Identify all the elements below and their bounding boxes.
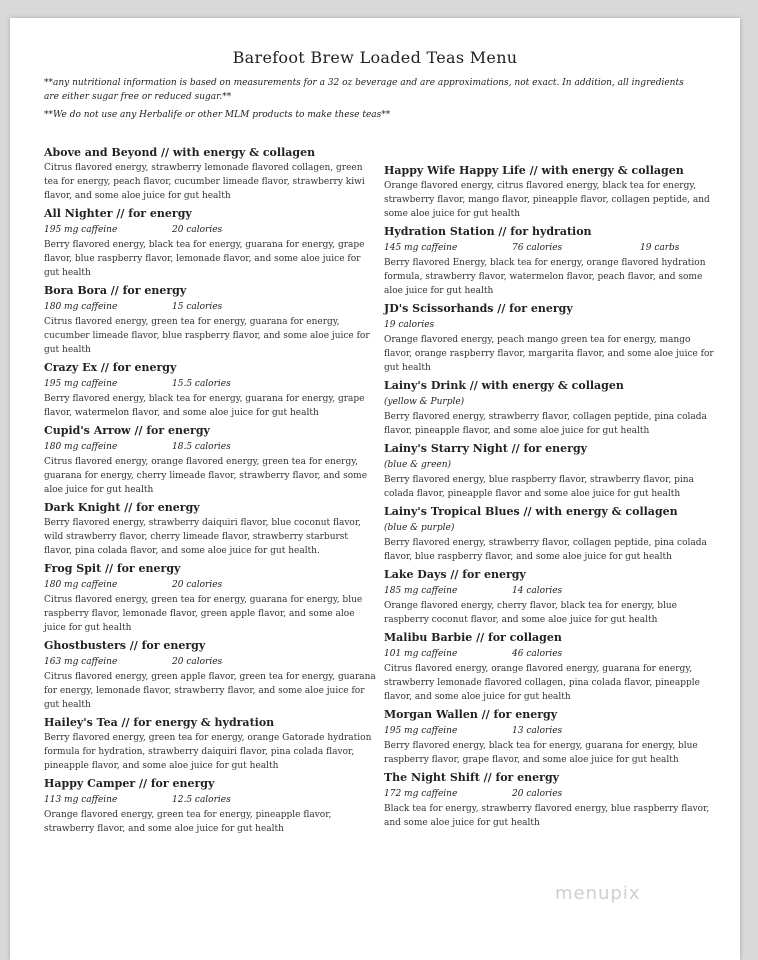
menu-item-description: Citrus flavored energy, orange flavored energy, guarana for energy, strawberry lemonade flavored collagen, pina colada flavor, pineapple flavor, and some aloe juice for gut health	[384, 664, 700, 702]
menu-item	[44, 360, 376, 420]
page-title: Barefoot Brew Loaded Teas Menu	[232, 48, 518, 67]
menu-item	[384, 707, 720, 767]
nutrition-calories: 15 calories	[172, 302, 223, 312]
menu-item-name: Hailey's Tea // for energy & hydration	[44, 716, 275, 729]
menu-item-description: Berry flavored energy, strawberry flavor, collagen peptide, pina colada flavor, blue raspberry flavor, and some aloe juice for gut health	[384, 538, 707, 562]
menu-item-nutrition	[44, 439, 376, 455]
menu-item-name: Malibu Barbie // for collagen	[384, 631, 562, 644]
nutrition-calories: 20 calories	[172, 580, 223, 590]
nutrition-caffeine: 180 mg caffeine	[44, 302, 118, 312]
nutrition-calories: 76 calories	[512, 243, 563, 253]
menu-item-description: Berry flavored Energy, black tea for energy, orange flavored hydration formula, strawberry flavor, watermelon flavor, peach flavor, and some aloe juice for gut health	[384, 258, 706, 296]
menu-item-description: Orange flavored energy, peach mango green tea for energy, mango flavor, orange raspberry flavor, margarita flavor, and some aloe juice for gut health	[384, 335, 714, 373]
menu-item-name: Dark Knight // for energy	[44, 501, 200, 514]
mlm-note: **We do not use any Herbalife or other MLM products to make these teas**	[44, 110, 391, 120]
nutrition-calories: 18.5 calories	[172, 442, 231, 452]
menu-item-nutrition	[44, 299, 376, 315]
menu-page	[10, 18, 740, 960]
menu-item	[44, 776, 376, 836]
menu-item-nutrition	[44, 654, 376, 670]
nutrition-calories: 20 calories	[512, 789, 563, 799]
menu-item-colors: (blue & green)	[384, 460, 452, 470]
nutrition-note: **any nutritional information is based on measurements for a 32 oz beverage and are approximations, not exact. In addition, all ingredients are either sugar free or reduced sugar.**	[44, 78, 684, 102]
menu-item-name: Above and Beyond // with energy & collagen	[44, 146, 316, 159]
menu-item-description: Citrus flavored energy, orange flavored energy, green tea for energy, guarana for energy, cherry limeade flavor, strawberry flavor, and some aloe juice for gut health	[44, 457, 368, 495]
nutrition-caffeine: 195 mg caffeine	[384, 726, 458, 736]
menu-item-description: Berry flavored energy, blue raspberry flavor, strawberry flavor, pina colada flavor, pineapple flavor and some aloe juice for gut health	[384, 475, 694, 499]
menu-item	[44, 283, 376, 357]
menu-item-name: All Nighter // for energy	[44, 207, 192, 220]
nutrition-calories: 46 calories	[512, 649, 563, 659]
menu-item	[384, 770, 720, 830]
menu-item-description: Citrus flavored energy, green tea for energy, guarana for energy, blue raspberry flavor, lemonade flavor, green apple flavor, and some aloe juice for gut health	[44, 595, 363, 633]
menu-item-name: Happy Camper // for energy	[44, 777, 215, 790]
menu-item-nutrition	[384, 723, 720, 739]
menu-item-description: Black tea for energy, strawberry flavored energy, blue raspberry flavor, and some aloe juice for gut health	[384, 804, 710, 828]
nutrition-caffeine: 19 calories	[384, 320, 435, 330]
nutrition-calories: 12.5 calories	[172, 795, 231, 805]
menu-item-nutrition	[44, 376, 376, 392]
menu-item-name: The Night Shift // for energy	[384, 771, 560, 784]
menu-item-nutrition	[44, 577, 376, 593]
menu-item-name: Lainy's Starry Night // for energy	[384, 442, 588, 455]
menu-item-nutrition	[384, 317, 720, 333]
menu-item-description: Berry flavored energy, strawberry daiquiri flavor, blue coconut flavor, wild strawberry flavor, cherry limeade flavor, strawberry starburst flavor, pina colada flavor, and some aloe juice for gut health.	[44, 518, 362, 556]
menu-item-name: Morgan Wallen // for energy	[384, 708, 558, 721]
nutrition-calories: 20 calories	[172, 657, 223, 667]
nutrition-caffeine: 185 mg caffeine	[384, 586, 458, 596]
menu-column-left	[44, 145, 376, 839]
menu-item-nutrition	[44, 792, 376, 808]
menu-item-description: Berry flavored energy, strawberry flavor, collagen peptide, pina colada flavor, pineapple flavor, and some aloe juice for gut health	[384, 412, 707, 436]
nutrition-caffeine: 195 mg caffeine	[44, 379, 118, 389]
menu-item-nutrition	[384, 240, 720, 256]
menu-item-name: Frog Spit // for energy	[44, 562, 181, 575]
nutrition-caffeine: 145 mg caffeine	[384, 243, 458, 253]
menu-item-name: Happy Wife Happy Life // with energy & collagen	[384, 164, 684, 177]
nutrition-caffeine: 113 mg caffeine	[44, 795, 118, 805]
menu-item	[44, 638, 376, 712]
menu-item-name: Crazy Ex // for energy	[44, 361, 177, 374]
menu-column-right	[384, 163, 720, 833]
nutrition-caffeine: 180 mg caffeine	[44, 580, 118, 590]
menu-item	[384, 630, 720, 704]
menu-item-description: Orange flavored energy, citrus flavored energy, black tea for energy, strawberry flavor, mango flavor, pineapple flavor, collagen peptide, and some aloe juice for gut health	[384, 181, 710, 219]
menu-item	[384, 378, 720, 438]
menu-item	[384, 163, 720, 221]
menu-item-name: Lainy's Drink // with energy & collagen	[384, 379, 624, 392]
menu-item	[44, 206, 376, 280]
menu-item-name: Lainy's Tropical Blues // with energy & collagen	[384, 505, 678, 518]
menu-item-colors: (yellow & Purple)	[384, 397, 465, 407]
menu-item	[44, 715, 376, 773]
nutrition-caffeine: 163 mg caffeine	[44, 657, 118, 667]
menu-item-name: Ghostbusters // for energy	[44, 639, 206, 652]
watermark: menupix	[555, 883, 641, 904]
nutrition-calories: 15.5 calories	[172, 379, 231, 389]
menu-item-name: Hydration Station // for hydration	[384, 225, 592, 238]
menu-item	[384, 567, 720, 627]
menu-item-description: Berry flavored energy, black tea for energy, guarana for energy, grape flavor, blue raspberry flavor, lemonade flavor, and some aloe juice for gut health	[44, 240, 365, 278]
menu-item	[384, 441, 720, 501]
nutrition-caffeine: 101 mg caffeine	[384, 649, 458, 659]
menu-item-name: Lake Days // for energy	[384, 568, 526, 581]
menu-item-nutrition	[384, 646, 720, 662]
nutrition-caffeine: 172 mg caffeine	[384, 789, 458, 799]
menu-item	[44, 500, 376, 558]
menu-item-name: Bora Bora // for energy	[44, 284, 187, 297]
menu-item-name: JD's Scissorhands // for energy	[384, 302, 573, 315]
nutrition-calories: 14 calories	[512, 586, 563, 596]
menu-item	[384, 504, 720, 564]
menu-item-description: Citrus flavored energy, strawberry lemonade flavored collagen, green tea for energy, peach flavor, cucumber limeade flavor, strawberry kiwi flavor, and some aloe juice for gut health	[44, 163, 365, 201]
menu-item	[384, 301, 720, 375]
menu-item-name: Cupid's Arrow // for energy	[44, 424, 210, 437]
menu-item	[384, 224, 720, 298]
nutrition-caffeine: 195 mg caffeine	[44, 225, 118, 235]
menu-item-description: Orange flavored energy, green tea for energy, pineapple flavor, strawberry flavor, and some aloe juice for gut health	[44, 810, 332, 834]
menu-item-description: Orange flavored energy, cherry flavor, black tea for energy, blue raspberry coconut flavor, and some aloe juice for gut health	[384, 601, 677, 625]
menu-item-nutrition	[44, 222, 376, 238]
nutrition-caffeine: 180 mg caffeine	[44, 442, 118, 452]
nutrition-extra: 19 carbs	[640, 243, 680, 253]
menu-item	[44, 423, 376, 497]
nutrition-calories: 20 calories	[172, 225, 223, 235]
menu-item-description: Citrus flavored energy, green tea for energy, guarana for energy, cucumber limeade flavor, blue raspberry flavor, and some aloe juice for gut health	[44, 317, 370, 355]
menu-item-nutrition	[384, 583, 720, 599]
menu-item-colors: (blue & purple)	[384, 523, 455, 533]
menu-item-description: Citrus flavored energy, green apple flavor, green tea for energy, guarana for energy, lemonade flavor, strawberry flavor, and some aloe juice for gut health	[44, 672, 376, 710]
menu-item-description: Berry flavored energy, green tea for energy, orange Gatorade hydration formula for hydration, strawberry daiquiri flavor, pina colada flavor, pineapple flavor, and some aloe juice for gut health	[44, 733, 372, 771]
menu-item-nutrition	[384, 786, 720, 802]
menu-item-description: Berry flavored energy, black tea for energy, guarana for energy, grape flavor, watermelon flavor, and some aloe juice for gut health	[44, 394, 365, 418]
nutrition-calories: 13 calories	[512, 726, 563, 736]
menu-item	[44, 561, 376, 635]
menu-item-description: Berry flavored energy, black tea for energy, guarana for energy, blue raspberry flavor, grape flavor, and some aloe juice for gut health	[384, 741, 698, 765]
menu-item	[44, 145, 376, 203]
